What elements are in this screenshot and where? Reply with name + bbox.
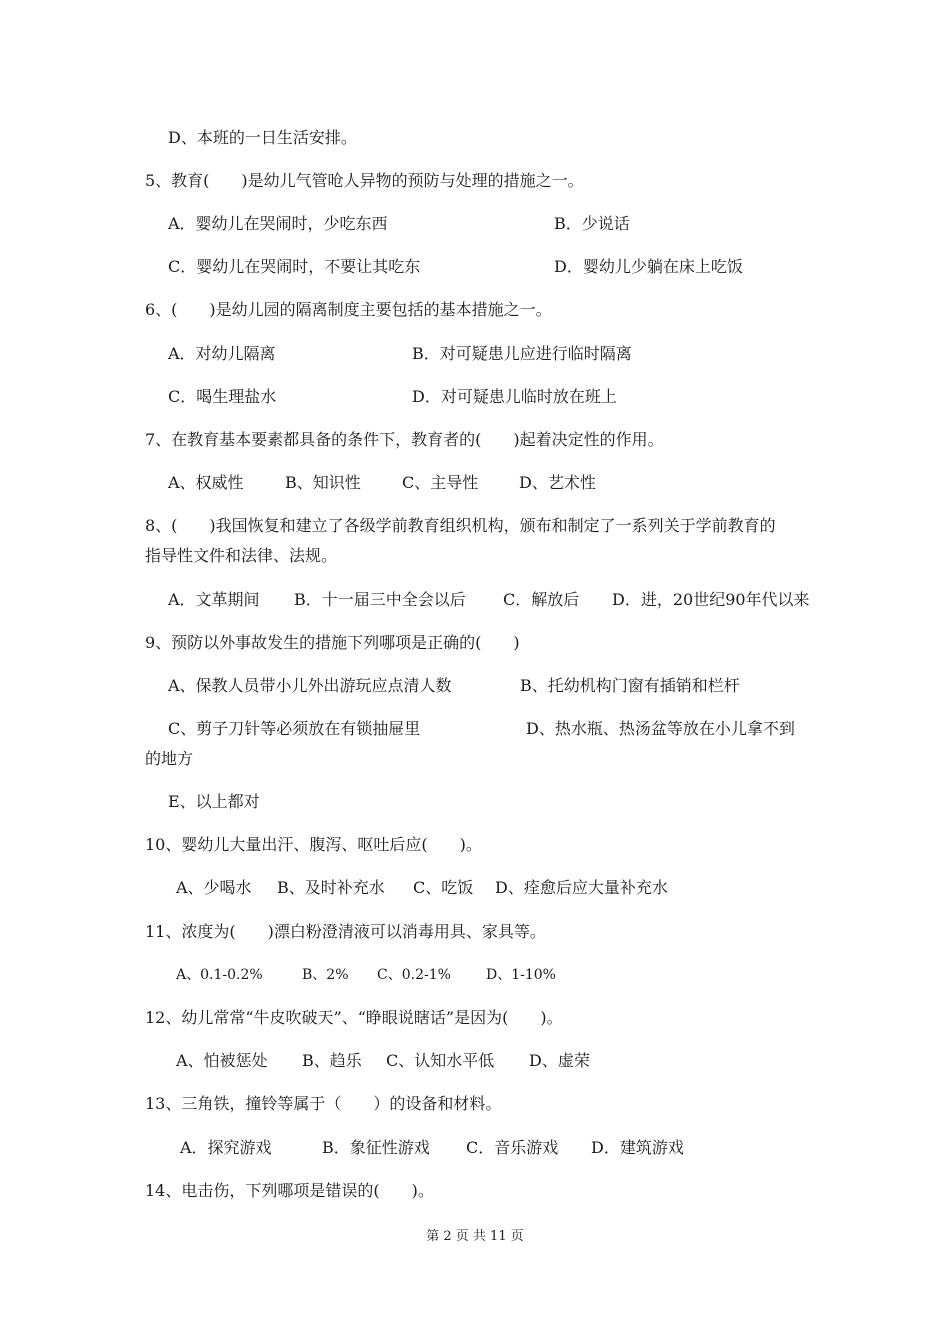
q8-option-a: A．文革期间: [168, 590, 260, 609]
page-footer: 第 2 页 共 11 页: [426, 1229, 524, 1244]
q10-option-b: B、及时补充水: [277, 878, 385, 897]
q5-option-a: A．婴幼儿在哭闹时，少吃东西: [168, 214, 388, 233]
q11-option-c: C、0.2-1%: [377, 967, 451, 983]
q11-text: 11、浓度为( )漂白粉澄清液可以消毒用具、家具等。: [145, 922, 546, 941]
q8-option-c: C．解放后: [503, 590, 580, 609]
q9-text: 9、预防以外事故发生的措施下列哪项是正确的( ): [145, 633, 520, 652]
q9-option-d: D、热水瓶、热汤盆等放在小儿拿不到: [526, 719, 795, 738]
q13-option-b: B．象征性游戏: [322, 1138, 430, 1157]
q5-option-d: D．婴幼儿少躺在床上吃饭: [554, 257, 743, 276]
q7-option-c: C、主导性: [402, 473, 479, 492]
q13-option-a: A．探究游戏: [180, 1138, 272, 1157]
q8-text: 8、( )我国恢复和建立了各级学前教育组织机构，颁布和制定了一系列关于学前教育的: [145, 516, 776, 535]
q9-option-a: A、保教人员带小儿外出游玩应点清人数: [168, 676, 452, 695]
q13-text: 13、三角铁，撞铃等属于（ ）的设备和材料。: [145, 1094, 502, 1113]
q6-option-b: B．对可疑患儿应进行临时隔离: [412, 344, 632, 363]
q12-option-a: A、怕被惩处: [176, 1051, 268, 1070]
q12-text: 12、幼儿常常“牛皮吹破天”、“睁眼说瞎话”是因为( )。: [145, 1008, 563, 1027]
q7-option-d: D、艺术性: [519, 473, 596, 492]
q6-option-c: C．喝生理盐水: [168, 387, 277, 406]
q12-option-b: B、趋乐: [302, 1051, 362, 1070]
q11-option-d: D、1-10%: [486, 967, 556, 983]
q9-option-b: B、托幼机构门窗有插销和栏杆: [520, 676, 740, 695]
q8-option-d: D．进，20世纪90年代以来: [612, 590, 810, 609]
q12-option-c: C、认知水平低: [386, 1051, 495, 1070]
q9-option-e: E、以上都对: [168, 792, 260, 811]
q11-option-a: A、0.1-0.2%: [176, 967, 263, 983]
q10-text: 10、婴幼儿大量出汗、腹泻、呕吐后应( )。: [145, 835, 482, 854]
q8-option-b: B．十一届三中全会以后: [294, 590, 466, 609]
q5-text: 5、教育( )是幼儿气管呛人异物的预防与处理的措施之一。: [145, 171, 584, 190]
q11-option-b: B、2%: [302, 967, 349, 983]
q6-text: 6、( )是幼儿园的隔离制度主要包括的基本措施之一。: [145, 300, 552, 319]
q8-text-cont: 指导性文件和法律、法规。: [145, 546, 338, 565]
q14-text: 14、电击伤，下列哪项是错误的( )。: [145, 1181, 434, 1200]
q10-option-d: D、痊愈后应大量补充水: [495, 878, 668, 897]
q13-option-c: C．音乐游戏: [466, 1138, 559, 1157]
q7-option-a: A、权威性: [168, 473, 244, 492]
q6-option-d: D．对可疑患儿临时放在班上: [412, 387, 617, 406]
q5-option-c: C．婴幼儿在哭闹时，不要让其吃东: [168, 257, 421, 276]
q10-option-a: A、少喝水: [176, 878, 252, 897]
q12-option-d: D、虚荣: [529, 1051, 590, 1070]
q6-option-a: A．对幼儿隔离: [168, 344, 276, 363]
q7-option-b: B、知识性: [285, 473, 361, 492]
q13-option-d: D．建筑游戏: [591, 1138, 684, 1157]
q10-option-c: C、吃饭: [413, 878, 474, 897]
q4-option-d: D、本班的一日生活安排。: [168, 128, 357, 147]
q5-option-b: B．少说话: [554, 214, 630, 233]
q9-option-c: C、剪子刀针等必须放在有锁抽屉里: [168, 719, 421, 738]
q9-option-d-cont: 的地方: [145, 749, 194, 768]
q7-text: 7、在教育基本要素都具备的条件下，教育者的( )起着决定性的作用。: [145, 430, 664, 449]
